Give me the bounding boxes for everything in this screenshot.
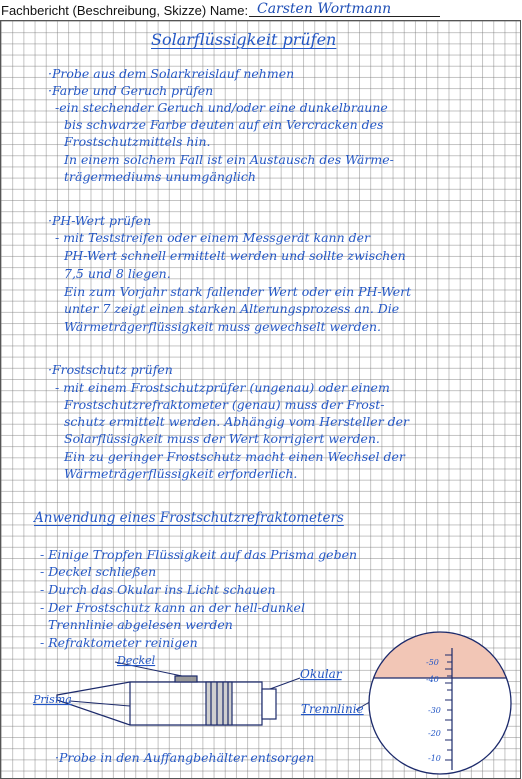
scale-tick: -40 xyxy=(426,675,439,684)
text-line: - Durch das Okular ins Licht schauen xyxy=(40,582,276,597)
text-line: PH-Wert schnell ermittelt werden und sollte zwischen xyxy=(64,248,406,263)
text-line: Solarflüssigkeit muss der Wert korrigiert werden. xyxy=(64,431,380,446)
text-line: In einem solchem Fall ist ein Austausch des Wärme- xyxy=(64,152,394,167)
section-heading: Anwendung eines Frostschutzrefraktometers xyxy=(34,510,344,526)
text-line: 7,5 und 8 liegen. xyxy=(64,266,171,281)
deckel-label: Deckel xyxy=(117,654,156,667)
text-line: Frostschutzrefraktometer (genau) muss der Frost- xyxy=(64,397,385,412)
okular-leader xyxy=(270,678,300,689)
prisma-leader xyxy=(70,701,130,706)
scale-tick: -30 xyxy=(428,706,441,715)
text-line: ·Frostschutz prüfen xyxy=(48,362,173,377)
text-line: ·PH-Wert prüfen xyxy=(48,213,152,228)
text-line: - mit einem Frostschutzprüfer (ungenau) oder einem xyxy=(55,380,390,395)
text-line: trägermediums unumgänglich xyxy=(64,169,256,184)
okular-label: Okular xyxy=(300,667,342,681)
scale-tick: -20 xyxy=(428,729,441,738)
text-line: schutz ermittelt werden. Abhängig vom Hersteller der xyxy=(64,414,410,429)
page-title: Solarflüssigkeit prüfen xyxy=(151,30,337,49)
refractometer-body xyxy=(57,676,276,725)
scale-tick: -10 xyxy=(428,754,441,763)
text-line: Wärmeträgerflüssigkeit erforderlich. xyxy=(64,466,298,481)
text-line: Wärmeträgerflüssigkeit muss gewechselt werden. xyxy=(64,319,382,334)
text-line: - Einige Tropfen Flüssigkeit auf das Prisma geben xyxy=(40,547,358,562)
scale-tick: -50 xyxy=(426,658,439,667)
text-line: Ein zu geringer Frostschutz macht einen Wechsel der xyxy=(64,449,405,464)
prisma-label: Prisma xyxy=(33,693,72,706)
text-line: Trennlinie abgelesen werden xyxy=(48,617,233,632)
text-line: ·Farbe und Geruch prüfen xyxy=(48,83,214,98)
text-line: - Refraktometer reinigen xyxy=(40,635,198,650)
text-line: unter 7 zeigt einen starken Alterungsprozess an. Die xyxy=(64,301,400,316)
text-line: ·Probe aus dem Solarkreislauf nehmen xyxy=(48,66,295,81)
text-line: - Deckel schließen xyxy=(40,564,157,579)
trennlinie-label: Trennlinie xyxy=(301,702,364,716)
author-name: Carsten Wortmann xyxy=(249,1,440,17)
text-line: Ein zum Vorjahr stark fallender Wert oder ein PH-Wert xyxy=(64,284,412,299)
text-line: - Der Frostschutz kann an der hell-dunkel xyxy=(40,600,305,615)
text-line: - mit Teststreifen oder einem Messgerät kann der xyxy=(55,230,370,245)
text-line: Frostschutzmittels hin. xyxy=(64,134,211,149)
text-line: bis schwarze Farbe deuten auf ein Vercracken des xyxy=(64,117,384,132)
text-line: -ein stechender Geruch und/oder eine dunkelbraune xyxy=(55,100,388,115)
text-line: ·Probe in den Auffangbehälter entsorgen xyxy=(55,750,315,765)
eyepiece-view xyxy=(360,620,522,774)
header-label: Fachbericht (Beschreibung, Skizze) Name: xyxy=(1,3,249,18)
